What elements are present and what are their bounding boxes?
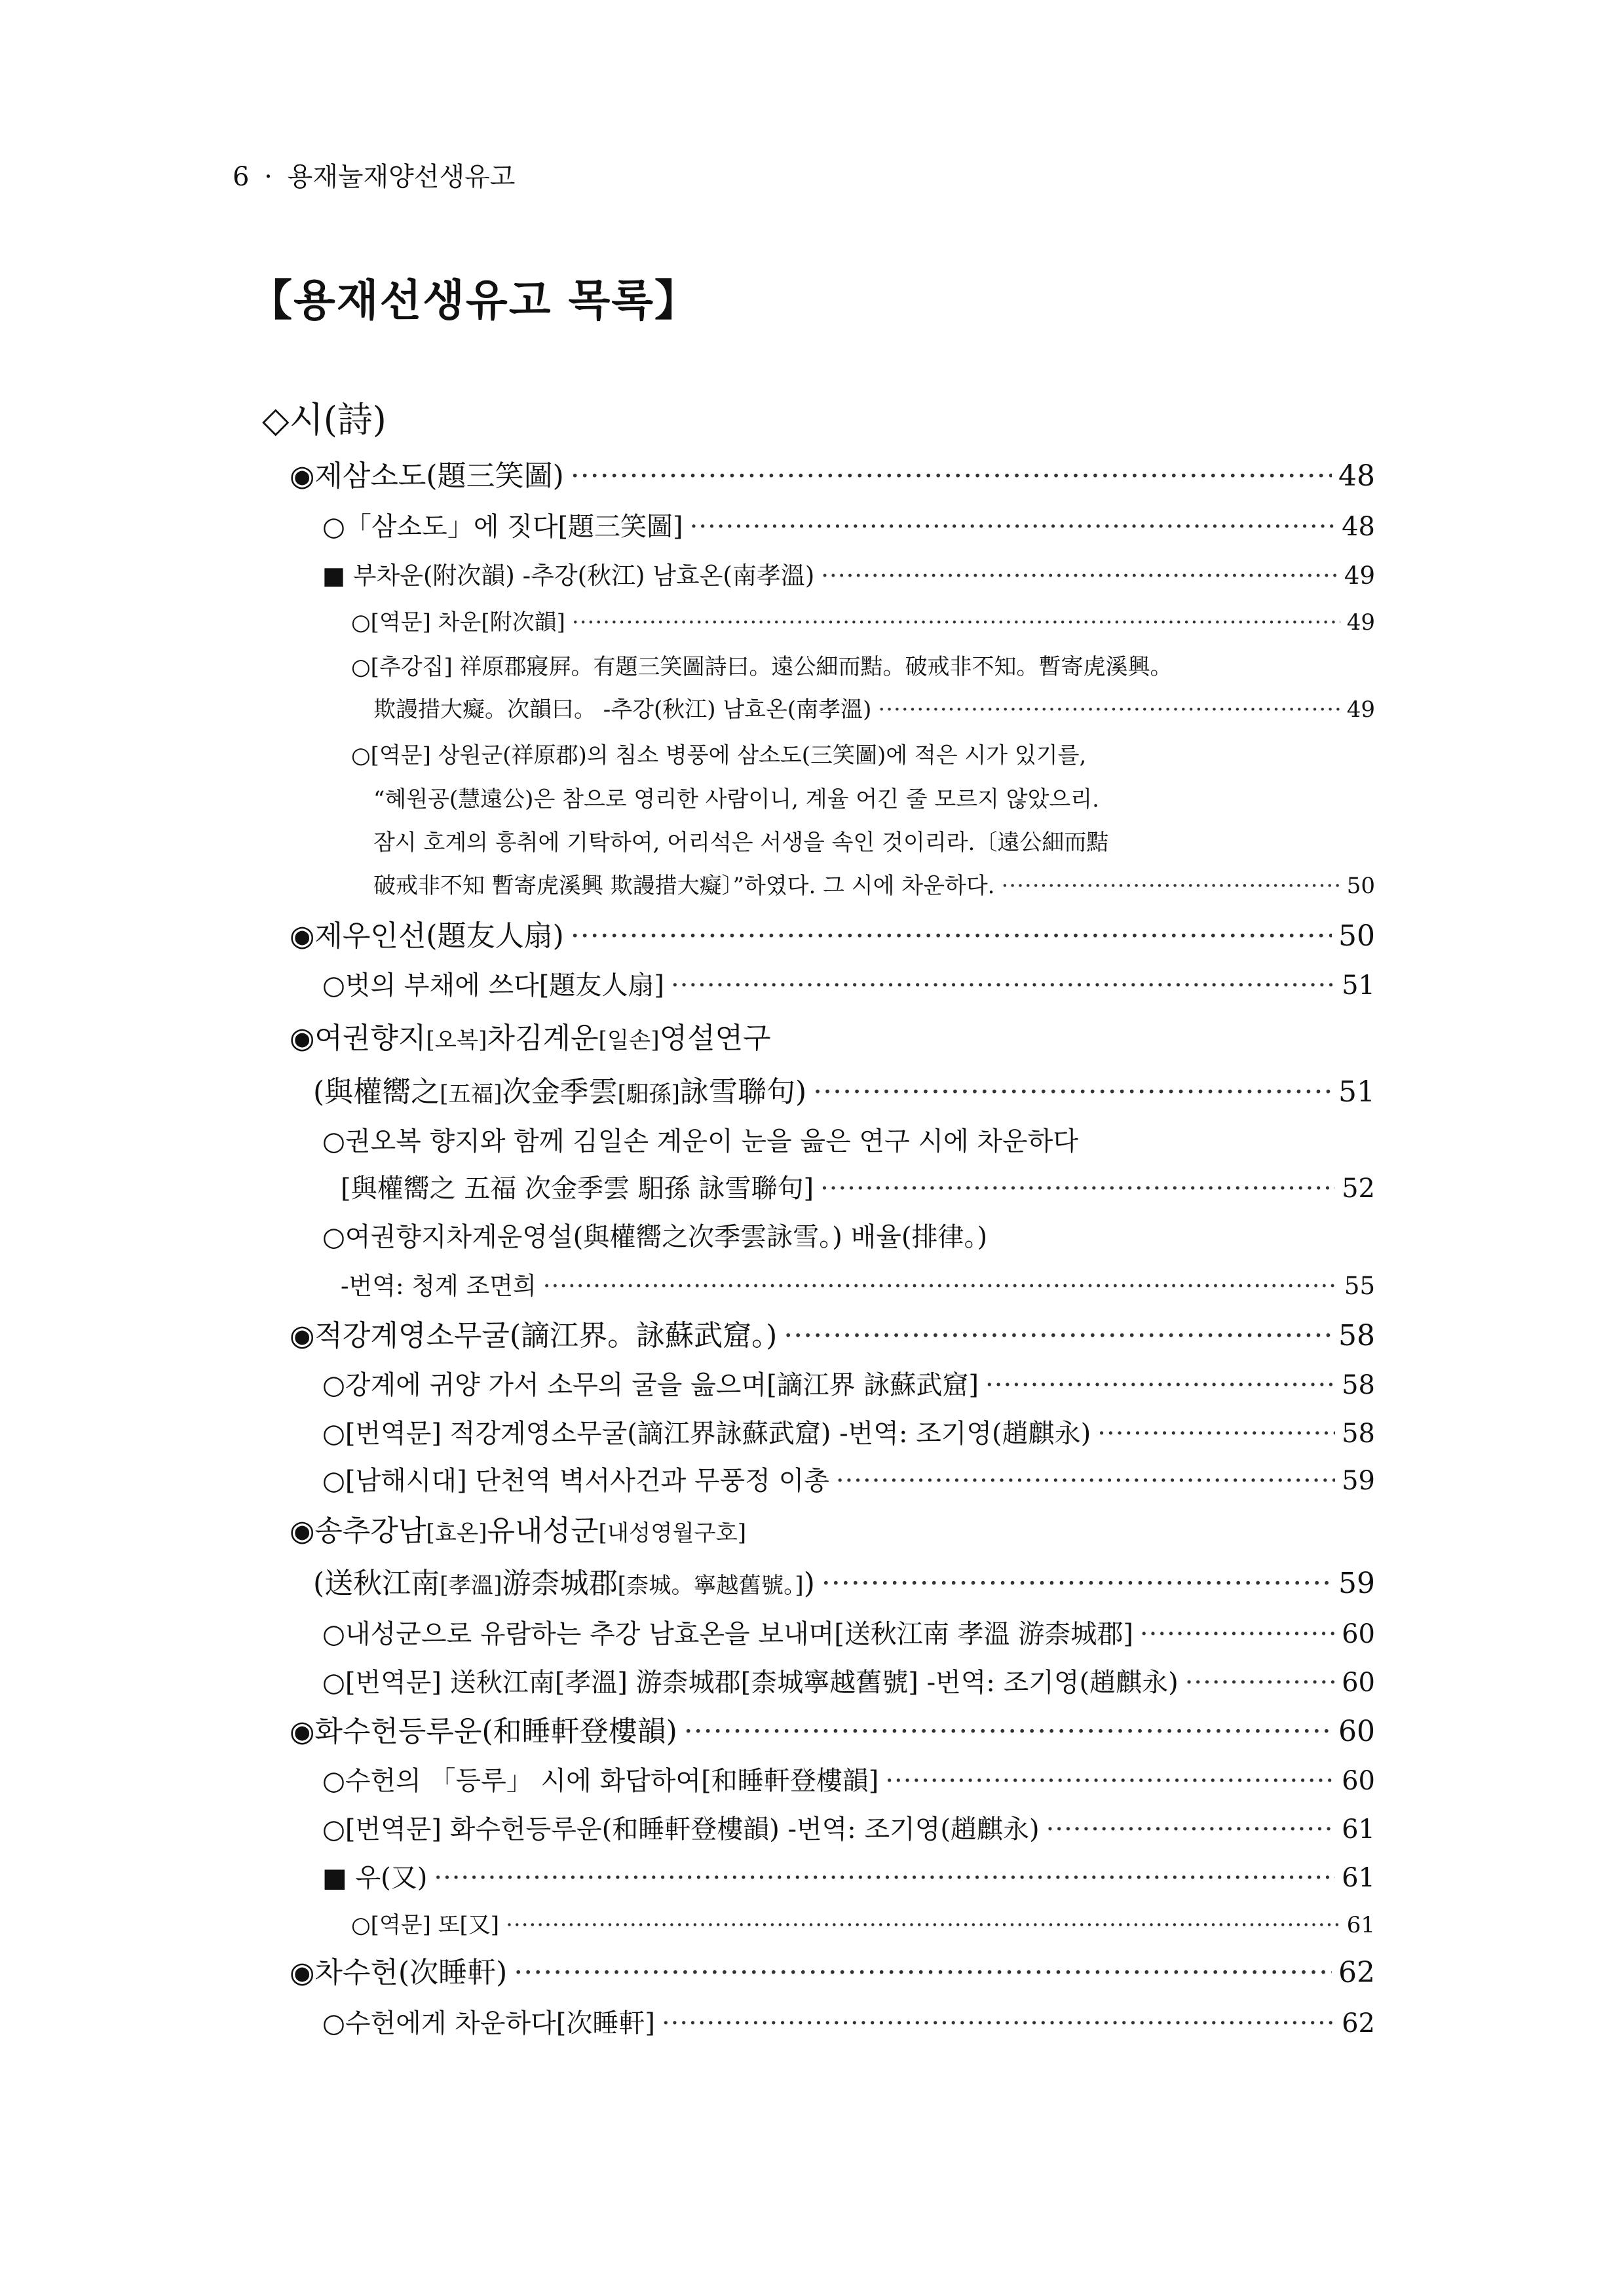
page-ref: 61 — [1346, 1912, 1375, 1938]
page-ref: 51 — [1338, 1075, 1375, 1109]
toc-entry[interactable]: 欺謾措大癡。次韻曰。 -추강(秋江) 남효온(南孝溫) ····· 49 — [373, 691, 1375, 723]
leader-dots — [821, 1567, 1332, 1600]
leader-dots — [836, 1466, 1335, 1496]
leader-dots — [690, 512, 1335, 542]
leader-dots — [1046, 1814, 1335, 1845]
leader-dots — [1001, 873, 1340, 899]
page-ref: 62 — [1338, 1956, 1375, 1989]
toc-entry[interactable]: (與權嚮之[五福]次金季雲[馹孫]詠雪聯句) ····· 51 — [313, 1068, 1375, 1110]
leader-dots — [571, 919, 1332, 953]
toc-entry-line: ◉여권향지[오복]차김계운[일손]영설연구 — [290, 1022, 771, 1055]
book-title: 용재눌재양선생유고 — [287, 162, 516, 192]
page-ref: 58 — [1342, 1370, 1375, 1400]
page-number: 6 — [233, 162, 250, 192]
toc-entry[interactable]: ◉차수헌(次睡軒) ····· 62 — [290, 1949, 1375, 1991]
page-ref: 61 — [1342, 1814, 1375, 1845]
toc-entry[interactable]: ■ 부차운(附次韻) -추강(秋江) 남효온(南孝溫) ····· 49 — [322, 556, 1375, 591]
toc-entry[interactable]: [與權嚮之 五福 次金季雲 馹孫 詠雪聯句] ····· 52 — [341, 1168, 1375, 1205]
page-ref: 51 — [1342, 970, 1375, 1001]
toc-entry-line: ○여권향지차계운영설(與權嚮之次季雲詠雪。) 배율(排律。) — [322, 1222, 988, 1252]
toc-entry[interactable]: ○수헌의 「등루」 시에 화답하여[和睡軒登樓韻] ····· 60 — [322, 1760, 1375, 1797]
leader-dots — [885, 1766, 1335, 1796]
leader-dots — [434, 1863, 1335, 1893]
page-ref: 61 — [1342, 1863, 1375, 1893]
leader-dots — [784, 1319, 1332, 1352]
header-separator: · — [264, 162, 273, 192]
page-ref: 60 — [1342, 1668, 1375, 1698]
page-ref: 50 — [1338, 919, 1375, 953]
toc-entry-line: ◉송추강남[효온]유내성군[내성영월구호] — [290, 1514, 747, 1548]
toc-entry[interactable]: ◉제삼소도(題三笑圖) ····· 48 — [290, 452, 1375, 494]
leader-dots — [878, 697, 1340, 723]
toc-entry[interactable]: ◉화수헌등루운(和睡軒登樓韻) ····· 60 — [290, 1708, 1375, 1750]
page-ref: 48 — [1338, 459, 1375, 493]
page-ref: 58 — [1338, 1319, 1375, 1352]
toc-entry-line: ○[추강집] 祥原郡寢屛。有題三笑圖詩曰。遠公細而黠。破戒非不知。暫寄虎溪興。 — [351, 654, 1173, 680]
leader-dots — [985, 1370, 1335, 1400]
leader-dots — [571, 459, 1332, 493]
page-ref: 52 — [1342, 1174, 1375, 1204]
toc-entry-line: 잠시 호계의 흥취에 기탁하여, 어리석은 서생을 속인 것이리라.〔遠公細而黠 — [373, 830, 1109, 856]
toc-entry[interactable]: -번역: 청계 조면희 ····· 55 — [341, 1266, 1375, 1301]
page-ref: 55 — [1344, 1272, 1375, 1300]
leader-dots — [820, 1174, 1335, 1204]
leader-dots — [813, 1075, 1332, 1109]
page-ref: 60 — [1342, 1619, 1375, 1649]
leader-dots — [821, 562, 1338, 590]
page-ref: 60 — [1342, 1766, 1375, 1796]
page-ref: 49 — [1346, 609, 1375, 636]
leader-dots — [1097, 1419, 1335, 1449]
leader-dots — [662, 2008, 1335, 2038]
toc-entry[interactable]: ○「삼소도」에 짓다[題三笑圖] ····· 48 — [322, 506, 1375, 543]
toc-entry[interactable]: ■ 우(又) ····· 61 — [322, 1857, 1375, 1894]
toc-entry[interactable]: ○벗의 부채에 쓰다[題友人扇] ····· 51 — [322, 965, 1375, 1002]
leader-dots — [684, 1715, 1332, 1748]
toc-entry[interactable]: ◉적강계영소무굴(謫江界。詠蘇武窟。) ····· 58 — [290, 1312, 1375, 1354]
leader-dots — [514, 1956, 1332, 1989]
leader-dots — [506, 1912, 1340, 1938]
toc-entry[interactable]: ○[역문] 차운[附次韻] ····· 49 — [351, 604, 1375, 636]
toc-entry[interactable]: ◉제우인선(題友人扇) ····· 50 — [290, 912, 1375, 954]
leader-dots — [543, 1272, 1338, 1300]
toc-entry[interactable]: ○[역문] 또[又] ····· 61 — [351, 1907, 1375, 1939]
toc-entry[interactable]: ○수헌에게 차운하다[次睡軒] ····· 62 — [322, 2002, 1375, 2040]
page-ref: 49 — [1346, 697, 1375, 723]
toc-entry-line: “혜원공(慧遠公)은 참으로 영리한 사람이니, 계율 어긴 줄 모르지 않았으리. — [373, 786, 1099, 813]
page-ref: 58 — [1342, 1419, 1375, 1449]
toc-entry[interactable]: (送秋江南[孝溫]游柰城郡[柰城。寧越舊號。]) ····· 59 — [313, 1559, 1375, 1601]
leader-dots — [1185, 1668, 1335, 1698]
toc-entry[interactable]: ○[번역문] 적강계영소무굴(謫江界詠蘇武窟) -번역: 조기영(趙麒永) ····· 58 — [322, 1413, 1375, 1450]
toc-entry[interactable]: ○강계에 귀양 가서 소무의 굴을 읊으며[謫江界 詠蘇武窟] ····· 58 — [322, 1364, 1375, 1402]
page-ref: 62 — [1342, 2008, 1375, 2038]
section-heading: ◇시(詩) — [262, 399, 387, 440]
page-ref: 49 — [1344, 562, 1375, 590]
toc-entry[interactable]: ○[번역문] 화수헌등루운(和睡軒登樓韻) -번역: 조기영(趙麒永) ····· 61 — [322, 1808, 1375, 1846]
toc-entry[interactable]: ○[남해시대] 단천역 벽서사건과 무풍정 이총 ····· 59 — [322, 1460, 1375, 1497]
page-ref: 50 — [1346, 873, 1375, 899]
leader-dots — [1140, 1619, 1335, 1649]
toc-entry[interactable]: ○내성군으로 유람하는 추강 남효온을 보내며[送秋江南 孝溫 游柰城郡] ····· 60 — [322, 1613, 1375, 1651]
page-ref: 48 — [1342, 512, 1375, 542]
page-title: 【용재선생유고 목록】 — [249, 275, 700, 326]
toc-entry-line: ○[역문] 상원군(祥原郡)의 침소 병풍에 삼소도(三笑圖)에 적은 시가 있기를, — [351, 742, 1087, 769]
leader-dots — [572, 609, 1340, 636]
page-ref: 59 — [1338, 1567, 1375, 1600]
page-ref: 59 — [1342, 1466, 1375, 1496]
toc-entry-line: ○권오복 향지와 함께 김일손 계운이 눈을 읊은 연구 시에 차운하다 — [322, 1126, 1078, 1157]
leader-dots — [671, 970, 1335, 1001]
toc-entry[interactable]: ○[번역문] 送秋江南[孝溫] 游柰城郡[柰城寧越舊號] -번역: 조기영(趙麒永) ····· 60 — [322, 1662, 1375, 1699]
toc-entry[interactable]: 破戒非不知 暫寄虎溪興 欺謾措大癡〕”하였다. 그 시에 차운하다. ····· 50 — [373, 868, 1375, 900]
page-ref: 60 — [1338, 1715, 1375, 1748]
